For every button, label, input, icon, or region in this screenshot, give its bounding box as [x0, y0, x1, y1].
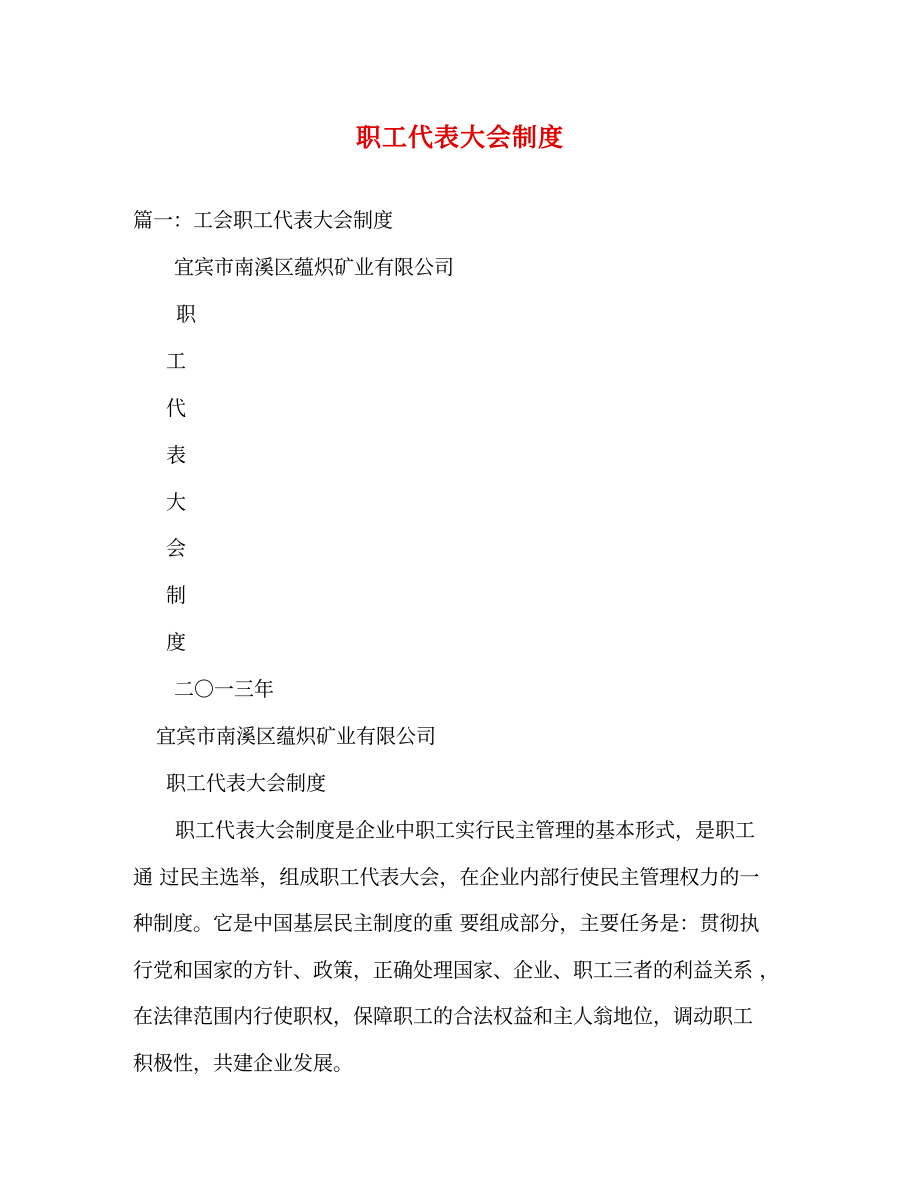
body-line: 职工代表大会制度是企业中职工实行民主管理的基本形式，是职工: [175, 818, 755, 842]
vertical-title-char: 工: [166, 349, 186, 373]
cover-company: 宜宾市南溪区蕴炽矿业有限公司: [174, 255, 454, 279]
vertical-title-char: 制: [166, 583, 186, 607]
vertical-title-char: 职: [176, 302, 196, 326]
document-subtitle: 职工代表大会制度: [166, 771, 326, 795]
cover-year: 二〇一三年: [174, 677, 274, 701]
vertical-title-char: 表: [166, 443, 186, 467]
body-line: 行党和国家的方针、政策，正确处理国家、企业、职工三者的利益关系 ，: [133, 957, 780, 982]
body-line: 在法律范围内行使职权，保障职工的合法权益和主人翁地位，调动职工: [133, 1004, 753, 1029]
vertical-title-char: 会: [166, 536, 186, 560]
company-name: 宜宾市南溪区蕴炽矿业有限公司: [156, 724, 436, 748]
body-line: 通 过民主选举，组成职工代表大会，在企业内部行使民主管理权力的一: [133, 864, 760, 889]
section-heading: 篇一：工会职工代表大会制度: [133, 208, 393, 232]
body-paragraph: [133, 807, 793, 1087]
document-title: 职工代表大会制度: [355, 123, 564, 152]
body-line: 积极性，共建企业发展。: [133, 1050, 353, 1075]
vertical-title-char: 代: [166, 396, 186, 420]
body-line: 种制度。它是中国基层民主制度的重 要组成部分，主要任务是：贯彻执: [133, 911, 760, 936]
vertical-title-char: 大: [166, 490, 186, 514]
vertical-title-char: 度: [166, 630, 186, 654]
